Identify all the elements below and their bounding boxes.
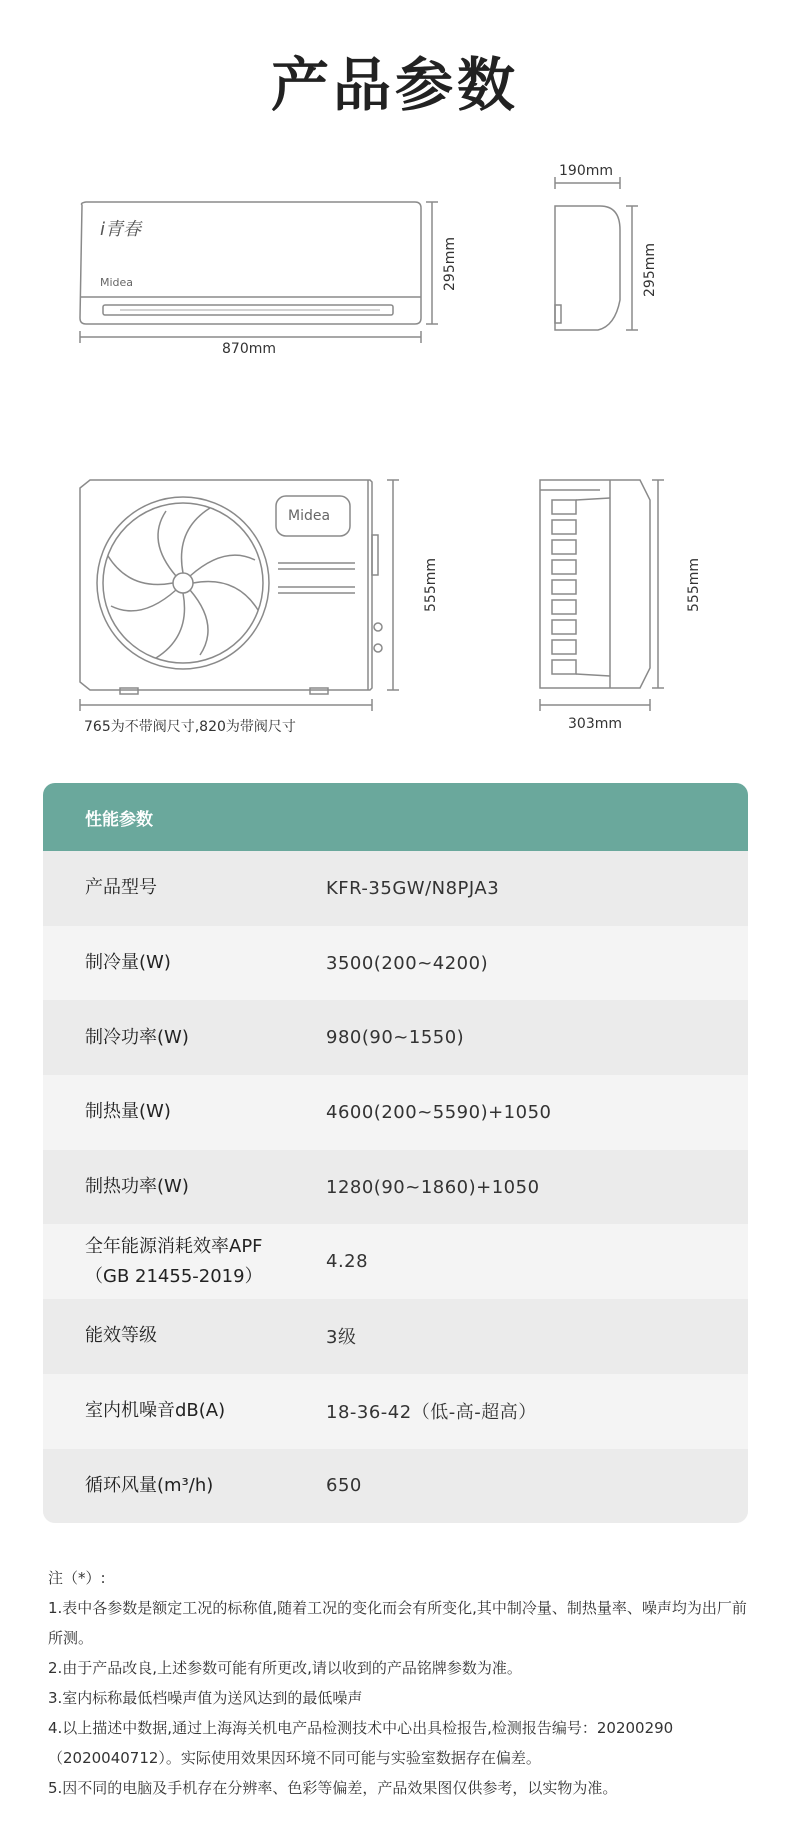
indoor-side-height-label: 295mm [642, 243, 658, 297]
spec-value: 980(90~1550) [326, 1027, 465, 1049]
note-item: 1.表中各参数是额定工况的标称值,随着工况的变化而会有所变化,其中制冷量、制热量率、噪声均为出厂前所测。 [48, 1599, 747, 1647]
table-row [43, 1449, 748, 1524]
outdoor-side-height-label: 555mm [686, 558, 702, 612]
spec-key: 循环风量(m³/h) [85, 1474, 214, 1496]
spec-value: 3500(200~4200) [326, 952, 489, 974]
spec-key: 室内机噪音dB(A) [85, 1400, 226, 1422]
indoor-brand-logo: Midea [100, 276, 134, 289]
table-row [43, 851, 748, 926]
indoor-brand-series: i青春 [100, 219, 142, 240]
page-title: 产品参数 [270, 51, 519, 119]
spec-table-header: 性能参数 [43, 783, 748, 851]
indoor-unit-side-drawing [555, 206, 620, 330]
table-row [43, 1150, 748, 1225]
table-row [43, 1374, 748, 1449]
spec-key: 产品型号 [85, 877, 157, 899]
dimension-diagram [0, 0, 790, 760]
table-row [43, 1299, 748, 1374]
outdoor-brand-logo: Midea [288, 508, 331, 524]
table-row [43, 1224, 748, 1299]
note-item: 5.因不同的电脑及手机存在分辨率、色彩等偏差，产品效果图仅供参考，以实物为准。 [48, 1779, 618, 1797]
notes-section [48, 1563, 748, 1803]
table-row [43, 1075, 748, 1150]
spec-table-body [43, 851, 748, 1523]
note-item: 4.以上描述中数据,通过上海海关机电产品检测技术中心出具检报告,检测报告编号：20200290（2020040712）。实际使用效果因环境不同可能与实验室数据存在偏差。 [48, 1719, 674, 1767]
spec-value: 4600(200~5590)+1050 [326, 1101, 552, 1123]
spec-key: 制冷量(W) [85, 952, 171, 974]
spec-table [43, 783, 748, 1523]
dimension-drawings [0, 0, 790, 760]
indoor-side-depth-label: 190mm [559, 163, 613, 179]
spec-value: 650 [326, 1475, 362, 1497]
spec-key [43, 1232, 326, 1292]
spec-value: 3级 [326, 1327, 357, 1349]
note-item: 3.室内标称最低档噪声值为送风达到的最低噪声 [48, 1689, 363, 1707]
spec-value: 4.28 [326, 1251, 369, 1273]
outdoor-front-height-label: 555mm [423, 558, 439, 612]
spec-value: KFR-35GW/N8PJA3 [326, 877, 500, 899]
outdoor-side-depth-label: 303mm [568, 716, 622, 732]
indoor-front-height-label: 295mm [442, 237, 458, 291]
outdoor-front-note: 765为不带阀尺寸,820为带阀尺寸 [84, 719, 296, 735]
spec-key-line2: （GB 21455-2019） [85, 1265, 263, 1287]
indoor-front-width-label: 870mm [222, 341, 276, 357]
spec-key-line1: 全年能源消耗效率APF [85, 1235, 263, 1257]
spec-key: 制冷功率(W) [85, 1026, 189, 1048]
note-item: 2.由于产品改良,上述参数可能有所更改,请以收到的产品铭牌参数为准。 [48, 1659, 522, 1677]
outdoor-unit-front-drawing [80, 480, 382, 694]
spec-key: 制热量(W) [85, 1101, 171, 1123]
table-row [43, 1000, 748, 1075]
spec-key: 能效等级 [85, 1325, 157, 1347]
spec-key: 制热功率(W) [85, 1176, 189, 1198]
outdoor-unit-side-drawing [540, 480, 650, 688]
table-row [43, 926, 748, 1001]
spec-value: 1280(90~1860)+1050 [326, 1176, 540, 1198]
spec-value: 18-36-42（低-高-超高） [326, 1402, 537, 1424]
notes-title: 注（*）: [48, 1569, 106, 1587]
